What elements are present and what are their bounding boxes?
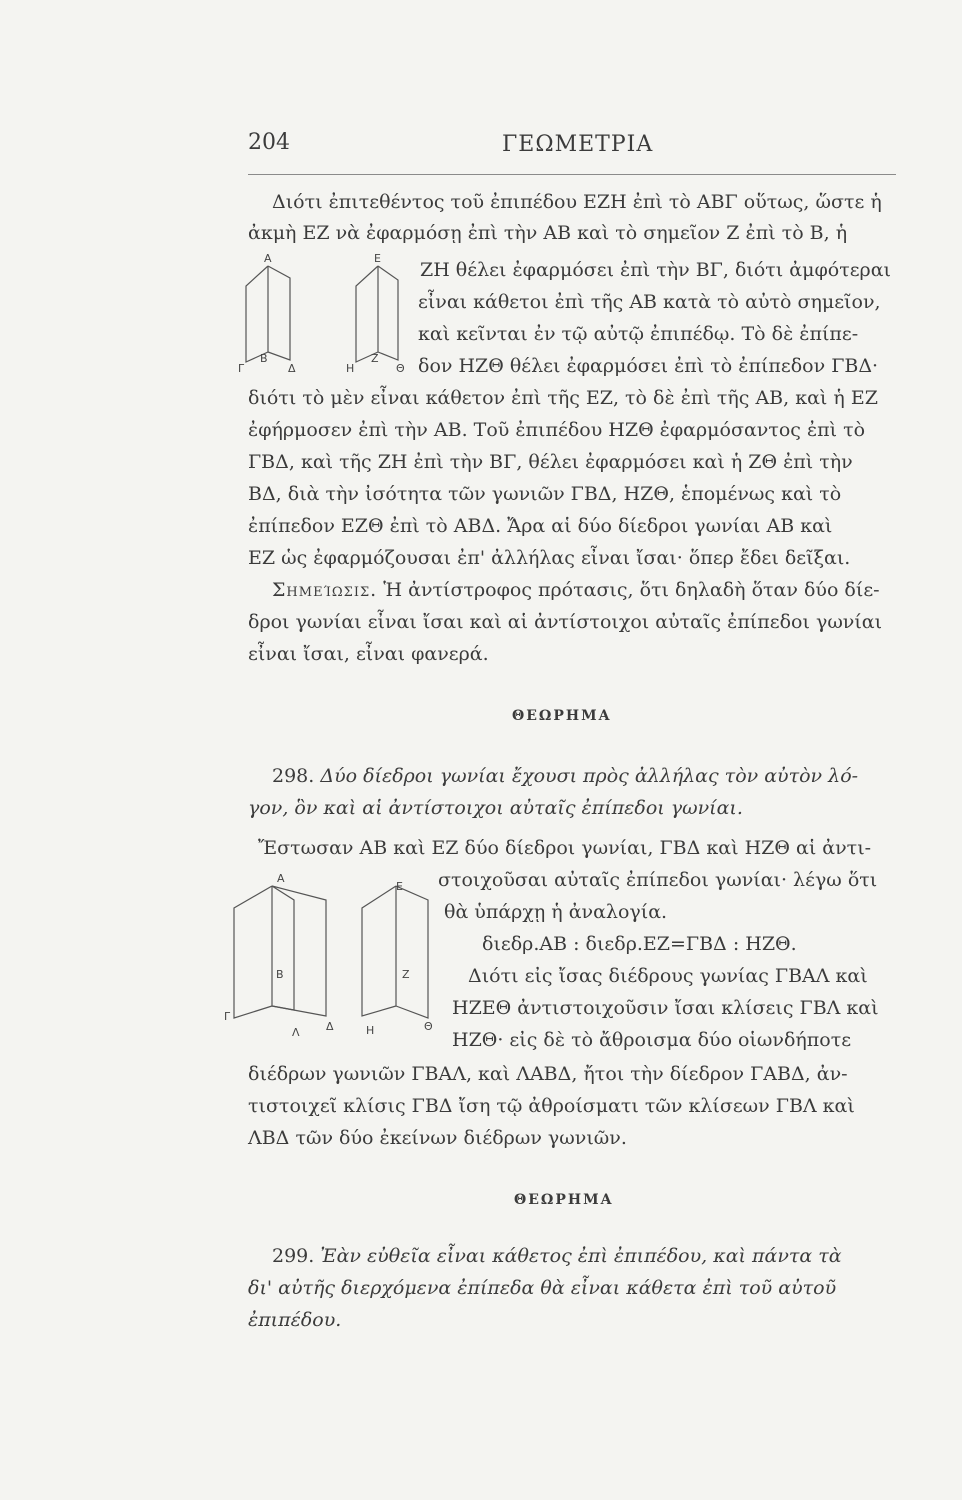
text-line: ἐπίπεδον ΕΖΘ ἐπὶ τὸ ΑΒΔ. Ἄρα αἱ δύο δίεδροι γωνίαι ΑΒ καὶ <box>248 515 833 537</box>
proof-line: διέδρων γωνιῶν ΓΒΑΛ, καὶ ΛΑΒΔ, ἤτοι τὴν δίεδρον ΓΑΒΔ, ἀν- <box>248 1063 848 1085</box>
face-EZH <box>356 266 378 362</box>
proof-line: τιστοιχεῖ κλίσις ΓΒΔ ἴση τῷ ἀθροίσματι τῶν κλίσεων ΓΒΛ καὶ <box>248 1095 855 1117</box>
figure1-label-Th: Θ <box>396 362 405 375</box>
face-ABD <box>268 266 290 360</box>
text-line: ΒΔ, διὰ τὴν ἰσότητα τῶν γωνιῶν ΓΒΔ, ΗΖΘ, ἑπομένως καὶ τὸ <box>248 483 842 505</box>
text-line: ΖΗ θέλει ἐφαρμόσει ἐπὶ τὴν ΒΓ, διότι ἀμφότεραι <box>420 259 891 281</box>
proof-line: στοιχοῦσαι αὐταῖς ἐπίπεδοι γωνίαι· λέγω ὅτι <box>438 869 878 891</box>
proof-line: ΗΖΘ· εἰς δὲ τὸ ἄθροισμα δύο οἱωνδήποτε <box>452 1029 852 1051</box>
text-line: διότι τὸ μὲν εἶναι κάθετον ἐπὶ τῆς ΕΖ, τὸ δὲ ἐπὶ τῆς ΑΒ, καὶ ἡ ΕΖ <box>248 387 878 409</box>
note-label: Σημείωσις. <box>272 579 378 601</box>
face-ABG <box>234 886 272 1018</box>
figure2-label-L: Λ <box>292 1026 300 1038</box>
theorem-statement-line <box>272 1244 842 1268</box>
figure1-label-Z: Ζ <box>371 352 379 365</box>
page-number: 204 <box>248 130 290 155</box>
text-line: δον ΗΖΘ θέλει ἐφαρμόσει ἐπὶ τὸ ἐπίπεδον ΓΒΔ· <box>418 355 879 377</box>
text-line: ἐφήρμοσεν ἐπὶ τὴν ΑΒ. Τοῦ ἐπιπέδου ΗΖΘ ἐφαρμόσαντος ἐπὶ τὸ <box>248 419 866 441</box>
theorem-number: 299. <box>272 1245 315 1267</box>
proof-line: ΛΒΔ τῶν δύο ἐκείνων διέδρων γωνιῶν. <box>248 1127 627 1149</box>
theorem-statement-line: ἐπιπέδου. <box>248 1309 342 1331</box>
face-ABD <box>272 886 326 1016</box>
face-ABL <box>272 886 294 1010</box>
figure1-label-G: Γ <box>238 362 245 375</box>
theorem-number: 298. <box>272 765 315 787</box>
text-line: ἀκμὴ ΕΖ νὰ ἐφαρμόσῃ ἐπὶ τὴν ΑΒ καὶ τὸ σημεῖον Ζ ἐπὶ τὸ Β, ἡ <box>248 222 848 244</box>
text-line: Διότι ἐπιτεθέντος τοῦ ἐπιπέδου ΕΖΗ ἐπὶ τὸ ΑΒΓ οὕτως, ὥστε ἡ <box>272 191 882 213</box>
face-EZH <box>362 886 396 1016</box>
text-line: ΕΖ ὡς ἐφαρμόζουσαι ἐπ' ἀλλήλας εἶναι ἴσαι· ὅπερ ἔδει δεῖξαι. <box>248 547 851 569</box>
running-title: ΓΕΩΜΕΤΡΙΑ <box>502 132 654 157</box>
theorem-heading: ΘΕΩΡΗΜΑ <box>512 708 612 724</box>
face-EZTh <box>378 266 398 360</box>
figure1-label-A: Α <box>264 252 272 265</box>
figure2-label-G: Γ <box>224 1010 231 1023</box>
figure2-label-A: Α <box>277 872 285 885</box>
figure1-label-B: Β <box>260 352 268 365</box>
figure1-label-H: Η <box>346 362 355 375</box>
text-line: ΓΒΔ, καὶ τῆς ΖΗ ἐπὶ τὴν ΒΓ, θέλει ἐφαρμόσει καὶ ἡ ΖΘ ἐπὶ τὴν <box>248 451 853 473</box>
figure-dihedral-2 <box>222 870 444 1038</box>
text-line: καὶ κεῖνται ἐν τῷ αὐτῷ ἐπιπέδῳ. Τὸ δὲ ἐπίπε- <box>418 323 859 345</box>
proof-line: διεδρ.ΑΒ : διεδρ.ΕΖ=ΓΒΔ : ΗΖΘ. <box>482 933 797 955</box>
figure2-label-D: Δ <box>326 1020 334 1033</box>
theorem-statement: Ἐὰν εὐθεῖα εἶναι κάθετος ἐπὶ ἐπιπέδου, καὶ πάντα τὰ <box>320 1245 842 1267</box>
note-line: εἶναι ἴσαι, εἶναι φανερά. <box>248 643 489 665</box>
theorem-heading: ΘΕΩΡΗΜΑ <box>514 1192 614 1208</box>
theorem-statement-line <box>272 764 858 788</box>
face-EZTh <box>396 886 428 1018</box>
proof-line: ΗΖΕΘ ἀντιστοιχοῦσιν ἴσαι κλίσεις ΓΒΛ καὶ <box>452 997 879 1019</box>
note-line: δροι γωνίαι εἶναι ἴσαι καὶ αἱ ἀντίστοιχοι αὐταῖς ἐπίπεδοι γωνίαι <box>248 611 883 633</box>
note-text: Ἡ ἀντίστροφος πρότασις, ὅτι δηλαδὴ ὅταν δύο δίε- <box>383 579 880 601</box>
face-ABG <box>246 266 268 362</box>
figure2-label-B: Β <box>276 968 284 981</box>
figure1-label-E: Ε <box>374 252 381 265</box>
page-header <box>248 130 888 170</box>
header-rule <box>248 174 896 175</box>
figure-dihedral-1 <box>238 252 408 376</box>
figure2-label-Th: Θ <box>424 1020 433 1033</box>
note-line <box>272 578 880 602</box>
theorem-statement-line: γον, ὃν καὶ αἱ ἀντίστοιχοι αὐταῖς ἐπίπεδοι γωνίαι. <box>248 797 743 819</box>
text-line: εἶναι κάθετοι ἐπὶ τῆς ΑΒ κατὰ τὸ αὐτὸ σημεῖον, <box>418 291 881 313</box>
proof-line: Ἔστωσαν ΑΒ καὶ ΕΖ δύο δίεδροι γωνίαι, ΓΒΔ καὶ ΗΖΘ αἱ ἀντι- <box>258 837 872 859</box>
proof-line: Διότι εἰς ἴσας διέδρους γωνίας ΓΒΑΛ καὶ <box>468 965 868 987</box>
proof-line: θὰ ὑπάρχῃ ἡ ἀναλογία. <box>444 901 668 923</box>
figure2-label-E: Ε <box>396 880 403 893</box>
figure1-label-D: Δ <box>288 362 296 375</box>
theorem-statement-line: δι' αὐτῆς διερχόμενα ἐπίπεδα θὰ εἶναι κάθετα ἐπὶ τοῦ αὐτοῦ <box>248 1277 837 1299</box>
figure2-label-Z: Ζ <box>402 968 410 981</box>
figure2-label-H: Η <box>366 1024 375 1037</box>
theorem-statement: Δύο δίεδροι γωνίαι ἔχουσι πρὸς ἀλλήλας τὸν αὐτὸν λό- <box>320 765 859 787</box>
